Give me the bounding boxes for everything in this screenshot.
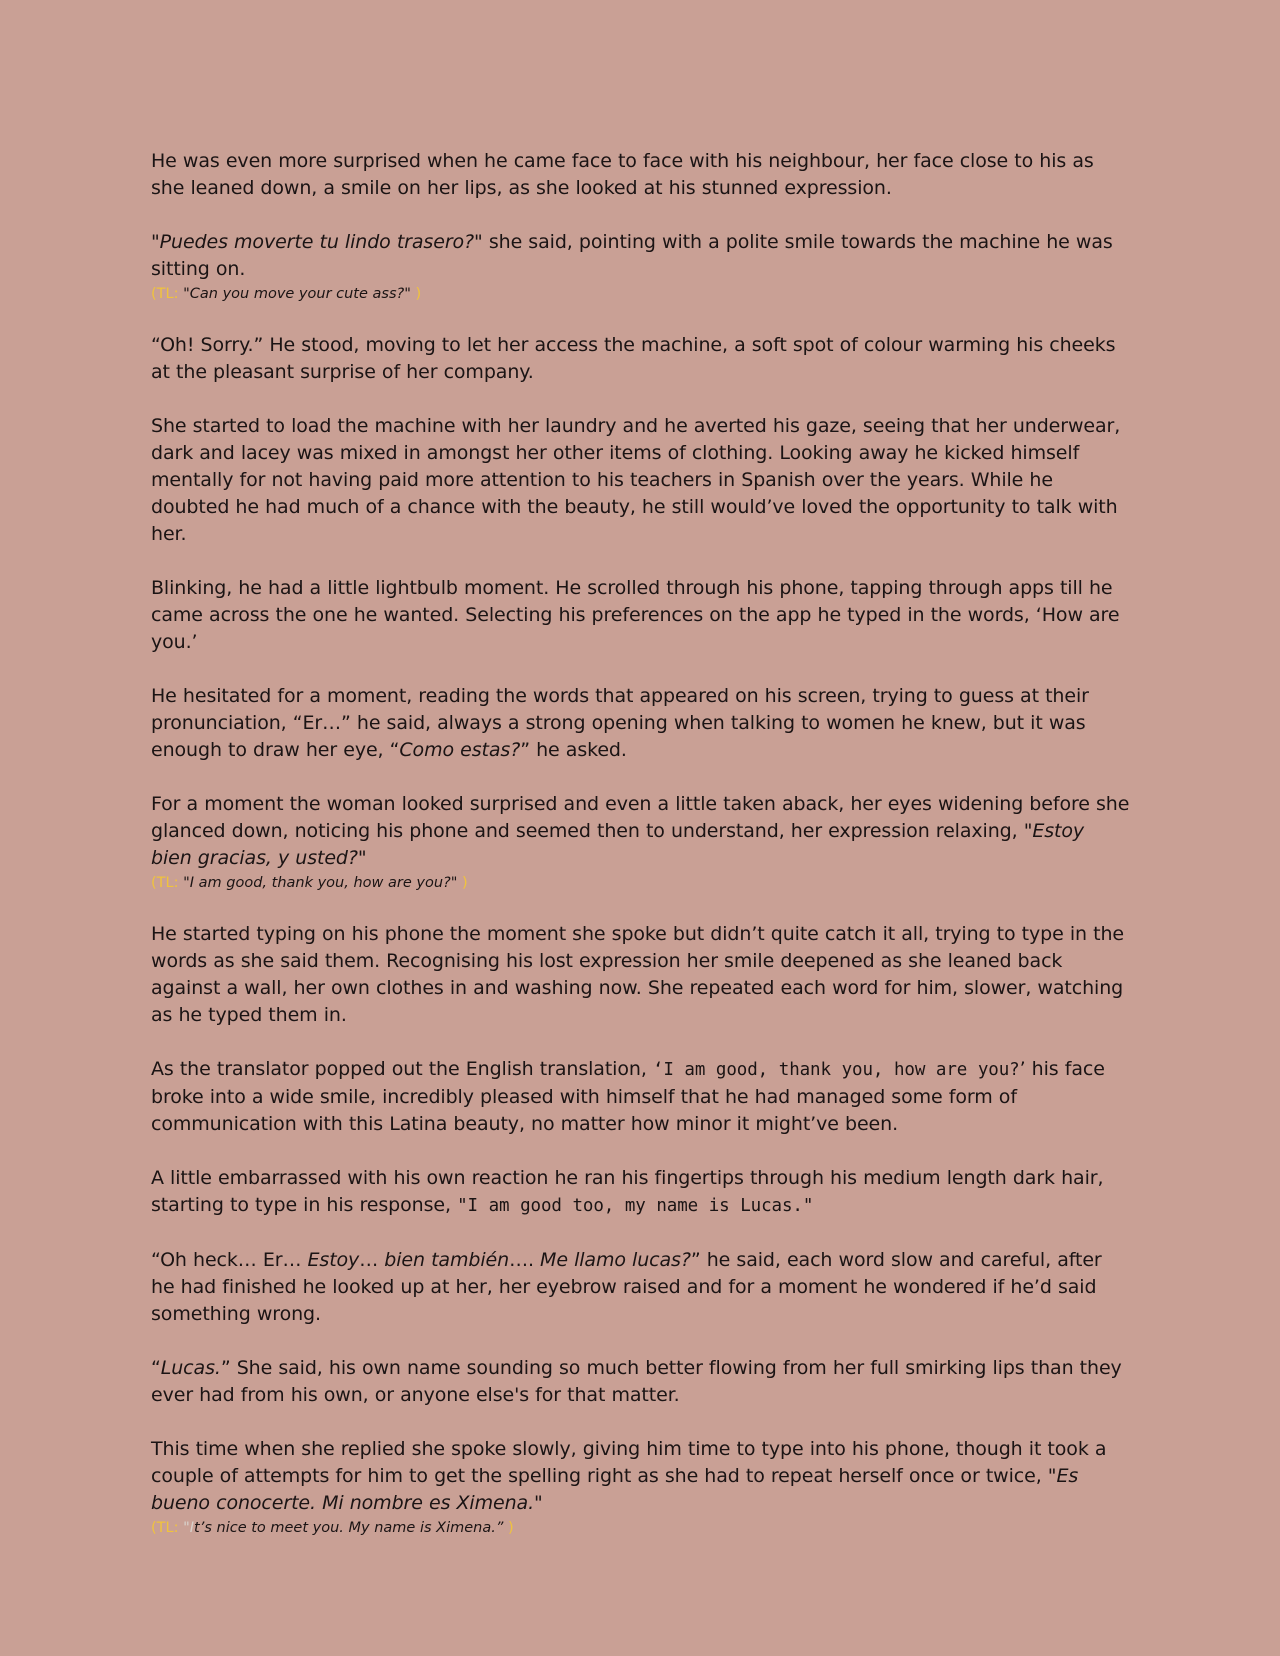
paragraph-6-before: He hesitated for a moment, reading the words that appeared on his screen, trying to guess at their pronunciation, “Er…” he said, always a strong opening when talking to women he knew, but it was enough to draw her eye, “ [151, 685, 1089, 761]
paragraph-13-after: " [534, 1492, 543, 1514]
tl-close-marker: ) [410, 286, 422, 302]
tl-text: "I am good, thank you, how are you?" [183, 875, 458, 891]
paragraph-11-part-4: ” he said, each word slow and careful, after he had finished he looked up at her, her eyebrow raised and for a moment he wondered if he’d said something wrong. [151, 1249, 1102, 1325]
paragraph-1: He was even more surprised when he came face to face with his neighbour, her face close to his as she leaned down, a smile on her lips, as she looked at his stunned expression. [151, 150, 1094, 199]
paragraph-2-spanish: Puedes moverte tu lindo trasero? [159, 231, 475, 253]
translation-note-1 [151, 283, 1130, 305]
tl-open-marker: (TL: [151, 286, 184, 302]
tl-close-marker: ) [503, 1520, 514, 1536]
paragraph-7-spanish: Estoy bien gracias, y usted? [151, 820, 1085, 869]
paragraph-9 [151, 1056, 1130, 1138]
paragraph-2-rest: " she said, pointing with a polite smile towards the machine he was sitting on. [151, 231, 1113, 280]
paragraph-13-before: This time when she replied she spoke slowly, giving him time to type into his phone, though it took a couple of attempts for him to get the spelling right as she had to repeat herself once or twice, " [151, 1438, 1107, 1487]
paragraph-7-after: " [357, 847, 367, 869]
paragraph-3: “Oh! Sorry.” He stood, moving to let her access the machine, a soft spot of colour warming his cheeks at the pleasant surprise of her company. [151, 334, 1116, 383]
paragraph-4: She started to load the machine with her laundry and he averted his gaze, seeing that her underwear, dark and lacey was mixed in amongst her other items of clothing. Looking away he kicked himself mentally for not having paid more attention to his teachers in Spanish over the years. While he doubted he had much of a chance with the beauty, he still would’ve loved the opportunity to talk with her. [151, 415, 1121, 545]
paragraph-13-spanish: Es bueno conocerte. Mi nombre es Ximena. [151, 1465, 1079, 1514]
paragraph-13 [151, 1436, 1130, 1517]
paragraph-12-rest: ” She said, his own name sounding so much better flowing from her full smirking lips than they ever had from his own, or anyone else's for that matter. [151, 1357, 1122, 1406]
paragraph-6 [151, 683, 1130, 764]
paragraph-10-typed-response: "I am good too, my name is Lucas." [457, 1196, 814, 1216]
paragraph-11-part-1: “Oh heck… Er… [151, 1249, 308, 1271]
paragraph-12-open: “ [151, 1357, 161, 1379]
paragraph-12-spanish: Lucas. [160, 1357, 221, 1379]
paragraph-2-open-quote: " [151, 231, 160, 253]
paragraph-10-before: A little embarrassed with his own reaction he ran his fingertips through his medium length dark hair, starting to type in his response, [151, 1167, 1104, 1216]
paragraph-12 [151, 1355, 1130, 1409]
paragraph-9-after: ’ his face broke into a wide smile, incredibly pleased with himself that he had managed some form of communication with this Latina beauty, no matter how minor it might’ve been. [151, 1058, 1105, 1135]
paragraph-9-translation-output: ‘I am good, thank you, how are you? [652, 1060, 1020, 1080]
tl-faint-quote: "I [183, 1520, 195, 1536]
paragraph-7 [151, 791, 1130, 872]
tl-open-marker: (TL: [151, 875, 184, 891]
paragraph-10 [151, 1165, 1130, 1220]
paragraph-11 [151, 1247, 1130, 1328]
paragraph-9-before: As the translator popped out the English translation, [151, 1058, 653, 1080]
paragraph-11-part-3: …. [509, 1249, 541, 1271]
tl-text: "Can you move your cute ass?" [183, 286, 411, 302]
paragraph-2 [151, 229, 1130, 283]
tl-close-marker: ) [457, 875, 468, 891]
paragraph-6-spanish: Como estas? [399, 739, 521, 761]
paragraph-11-spanish-2: bien también [384, 1249, 510, 1271]
paragraph-11-spanish-1: Estoy [307, 1249, 360, 1271]
paragraph-11-part-2: … [359, 1249, 385, 1271]
paragraph-5: Blinking, he had a little lightbulb moment. He scrolled through his phone, tapping through apps till he came across the one he wanted. Selecting his preferences on the app he typed in the words, ‘How are you.’ [151, 577, 1120, 653]
paragraph-6-after: ” he asked. [520, 739, 627, 761]
paragraph-7-before: For a moment the woman looked surprised and even a little taken aback, her eyes widening before she glanced down, noticing his phone and seemed then to understand, her expression relaxing, " [151, 793, 1130, 842]
tl-text: t’s nice to meet you. My name is Ximena.” [194, 1520, 504, 1536]
paragraph-11-spanish-3: Me llamo lucas? [540, 1249, 691, 1271]
tl-open-marker: (TL: [151, 1520, 184, 1536]
translation-note-3 [151, 1517, 1130, 1539]
paragraph-8: He started typing on his phone the moment she spoke but didn’t quite catch it all, trying to type in the words as she said them. Recognising his lost expression her smile deepened as she leaned back against a wall, her own clothes in and washing now. She repeated each word for him, slower, watching as he typed them in. [151, 923, 1124, 1026]
translation-note-2 [151, 872, 1130, 894]
